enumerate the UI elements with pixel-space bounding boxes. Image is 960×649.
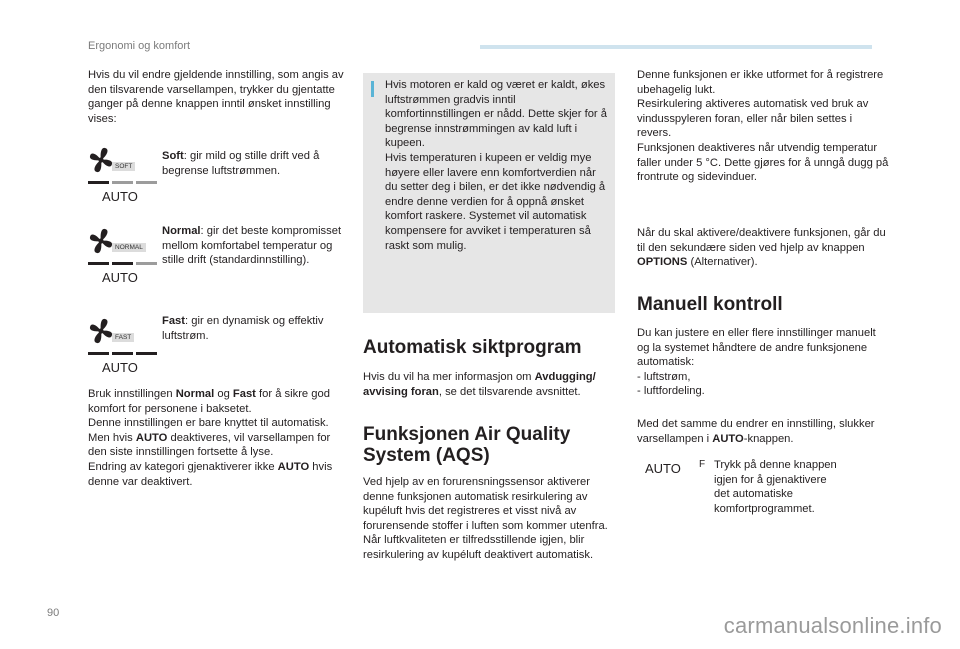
- level-bars: [88, 352, 158, 356]
- list-item: - luftstrøm,: [637, 370, 691, 383]
- aqs-text: [363, 475, 615, 563]
- bullet-icon: F: [699, 459, 706, 470]
- info-text: [385, 78, 610, 253]
- level-bars: [88, 181, 158, 185]
- fan-soft-indicator: [88, 146, 158, 206]
- info-paragraph: Hvis temperaturen i kupeen er veldig mye høyere eller lavere enn komfortverdien når du setter deg i bilen, er det ikke nødvendig å endre denne verdien for å oppnå ønsket komfort raskere. Systemet vil automatisk kompensere for avviket i temperaturen så raskt som mulig.: [385, 151, 606, 252]
- mode-text: : gir det beste kompromisset mellom komfortabel temperatur og stille drift (standardinnstilling).: [162, 225, 342, 267]
- info-box: [363, 73, 615, 313]
- mode-text: : gir en dynamisk og effektiv luftstrøm.: [162, 315, 324, 342]
- note-paragraph: Funksjonen deaktiveres når utvendig temperatur faller under 5 °C. Dette gjøres for å unngå dugg på frontrute og sidevinduer.: [637, 141, 889, 184]
- mode-normal-description: [162, 224, 342, 268]
- manual-action: Trykk på denne knappen igjen for å gjenaktivere det automatiske komfortprogrammet.: [714, 459, 837, 515]
- aqs-paragraph: Når luftkvaliteten er tilfredsstillende igjen, blir resirkulering av kupéluft deaktivert automatisk.: [363, 534, 594, 561]
- info-marker: [371, 81, 374, 97]
- auto-button-symbol: AUTO: [645, 461, 681, 476]
- heading-auto-vision: Automatisk siktprogram: [363, 337, 582, 358]
- page-number: 90: [47, 607, 60, 619]
- note-paragraph: Resirkulering aktiveres automatisk ved bruk av vindusspyleren foran, eller når bilen settes i revers.: [637, 98, 869, 140]
- mode-fast-description: [162, 314, 342, 343]
- intro-paragraph: Hvis du vil endre gjeldende innstilling, som angis av den tilsvarende varsellampen, trykker du gjentatte ganger på denne knappen inntil ønsket innstilling vises:: [88, 69, 344, 125]
- mode-name: Soft: [162, 150, 184, 162]
- heading-manual-control: Manuell kontroll: [637, 294, 783, 315]
- mode-name: Normal: [162, 225, 201, 237]
- info-paragraph: Hvis motoren er kald og været er kaldt, økes luftstrømmen gradvis inntil komfortinnstillingen er nådd. Dette skjer for å begrense innstrømmingen av kald luft i kupeen.: [385, 79, 607, 150]
- manual-intro: Du kan justere en eller flere innstillinger manuelt og la systemet håndtere de andre funksjonene automatisk: - luftstrøm, - luftfordeling.: [637, 326, 889, 399]
- mode-badge: FAST: [112, 333, 134, 342]
- mode-soft-description: [162, 149, 342, 178]
- mode-badge: SOFT: [112, 162, 135, 171]
- fan-icon: [88, 317, 114, 345]
- mode-text: : gir mild og stille drift ved å begrense luftstrømmen.: [162, 150, 320, 177]
- fan-normal-indicator: [88, 227, 158, 287]
- auto-label: AUTO: [102, 270, 138, 285]
- options-paragraph: Når du skal aktivere/deaktivere funksjonen, går du til den sekundære siden ved hjelp av knappen OPTIONS (Alternativer).: [637, 227, 886, 269]
- usage-paragraph: Bruk innstillingen Normal og Fast for å sikre god komfort for personene i baksetet. Denne innstillingen er bare knyttet til automatisk. Men hvis AUTO deaktiveres, vil varsellampen for den siste innstillingen fortsette å lyse. Endring av kategori gjenaktiverer ikke AUTO hvis denne var deaktivert.: [88, 388, 333, 488]
- mode-name: Fast: [162, 315, 186, 327]
- auto-label: AUTO: [102, 360, 138, 375]
- heading-aqs: Funksjonen Air Quality System (AQS): [363, 424, 571, 466]
- fan-fast-indicator: [88, 317, 158, 377]
- manual-paragraph: Med det samme du endrer en innstilling, slukker varsellampen i AUTO-knappen.: [637, 418, 875, 445]
- auto-vision-paragraph: Hvis du vil ha mer informasjon om Avdugging/ avvising foran, se det tilsvarende avsnittet.: [363, 371, 596, 398]
- list-item: - luftfordeling.: [637, 385, 705, 398]
- level-bars: [88, 262, 158, 266]
- mode-badge: NORMAL: [112, 243, 146, 252]
- aqs-notes: [637, 68, 889, 185]
- fan-icon: [88, 227, 114, 255]
- header-bar: [480, 45, 872, 49]
- section-title: Ergonomi og komfort: [88, 40, 191, 52]
- auto-label: AUTO: [102, 189, 138, 204]
- fan-icon: [88, 146, 114, 174]
- note-paragraph: Denne funksjonen er ikke utformet for å registrere ubehagelig lukt.: [637, 69, 884, 96]
- watermark[interactable]: carmanualsonline.info: [723, 613, 942, 638]
- aqs-paragraph: Ved hjelp av en forurensningssensor aktiverer denne funksjonen automatisk resirkulering av kupéluft hvis det registreres et visst nivå av forurensende stoffer i luften som kommer utenfra.: [363, 476, 608, 532]
